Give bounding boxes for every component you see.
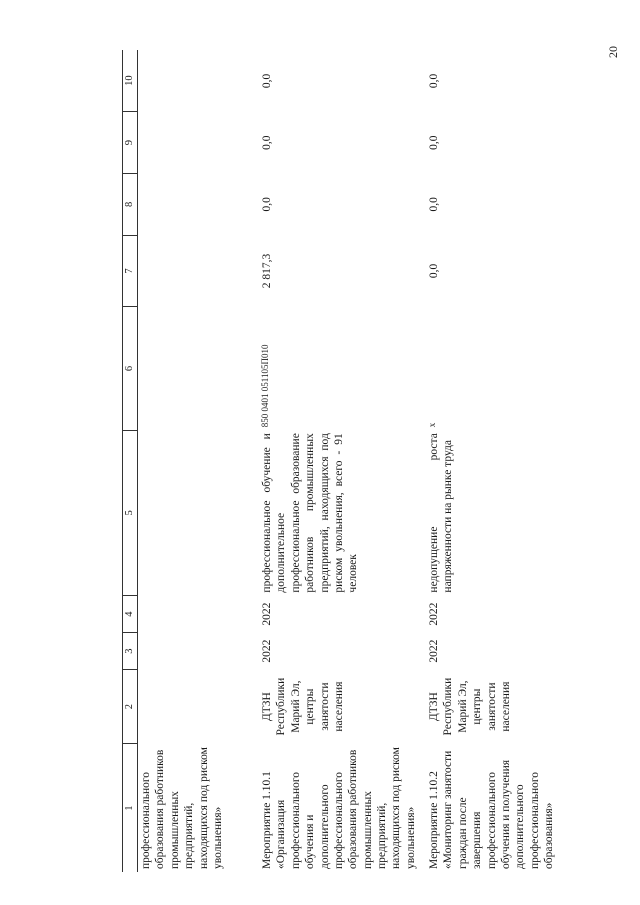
amount-cell: 0,0 [428,73,440,89]
amount-cell [138,50,255,112]
result-cell [138,430,255,595]
amount-cell [138,235,255,307]
measure-name-cell: профессионального образования работников промышленных предприятий, находящихся под риском увольнения» [140,747,224,869]
amount-cell [138,112,255,174]
column-header: 7 [123,235,138,307]
table-row [254,50,421,872]
amount-cell [138,173,255,235]
column-header: 9 [123,112,138,174]
column-header: 10 [123,50,138,112]
column-header: 8 [123,173,138,235]
column-header: 3 [123,633,138,670]
result-cell: недопущение роста напряженности на рынке труда [428,433,455,593]
amount-cell: 0,0 [261,73,273,89]
result-cell: профессиональное обучение и дополнительное профессиональное образование работников промышленных предприятий, находящихся под риском увольнения, всего - 91 человек [261,433,360,593]
amount-cell: 0,0 [261,135,273,150]
measure-name-cell: Мероприятие 1.10.2 «Мониторинг занятости граждан после завершения профессионального обучения и получения дополнительного профессионального образования» [428,750,555,869]
budget-code-cell: x [427,422,437,428]
executor-cell [138,670,255,744]
program-measures-table [122,50,557,872]
end-year-cell: 2022 [428,602,440,626]
start-year-cell [138,633,255,670]
page-number: 20 [606,46,620,58]
amount-cell: 0,0 [428,263,440,279]
column-header: 5 [123,430,138,595]
start-year-cell: 2022 [428,639,440,663]
amount-cell: 2 817,3 [261,253,273,289]
start-year-cell: 2022 [261,639,273,663]
column-header: 1 [123,744,138,872]
column-header: 2 [123,670,138,744]
budget-code-cell: 850 0401 051105П010 [260,344,270,428]
budget-code-cell [138,307,255,430]
measure-name-cell: Мероприятие 1.10.1 «Организация профессионального обучения и дополнительного профессионального образования работников промышленных предприятий, находящихся под риском увольнения» [261,747,417,869]
column-header: 4 [123,596,138,633]
column-header: 6 [123,307,138,430]
executor-cell: ДТЗН Республики Марий Эл, центры занятости населения [261,677,345,736]
executor-cell: ДТЗН Республики Марий Эл, центры занятости населения [428,677,512,736]
column-number-row [123,50,138,872]
end-year-cell [138,596,255,633]
amount-cell: 0,0 [428,135,440,150]
rotated-table-container [122,50,555,872]
table-row [138,50,255,872]
table-row [421,50,557,872]
amount-cell: 0,0 [428,197,440,212]
amount-cell: 0,0 [261,197,273,212]
end-year-cell: 2022 [261,602,273,626]
